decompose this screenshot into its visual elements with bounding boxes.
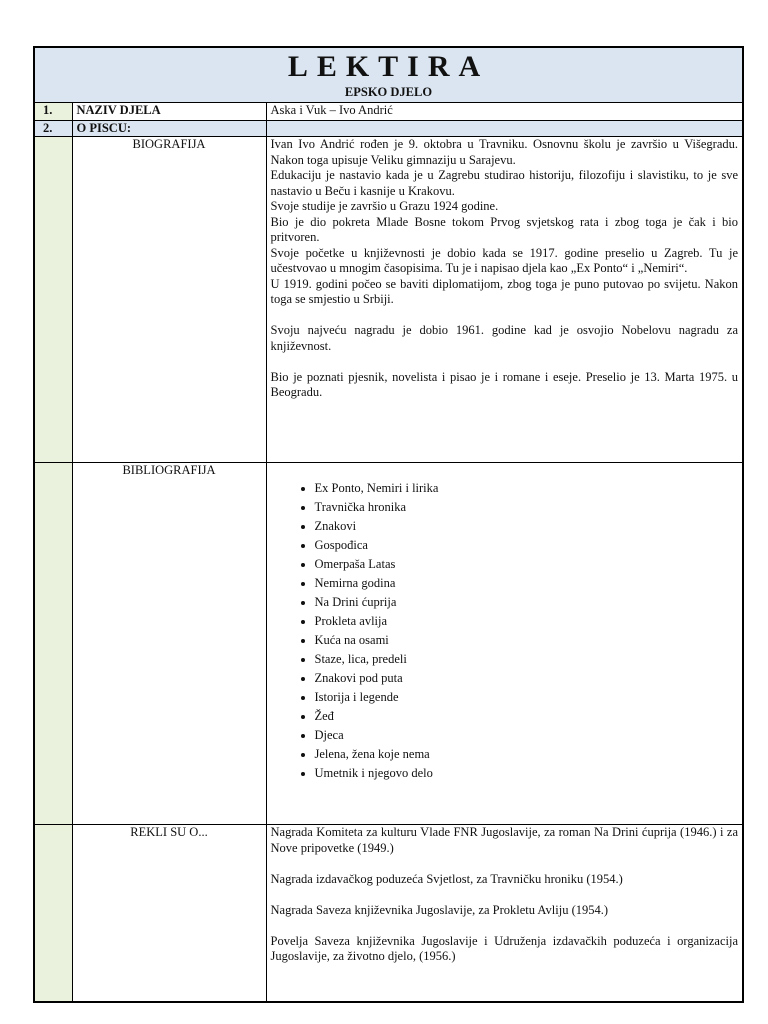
- bibliografija-list-cell: [266, 463, 742, 825]
- spacer: [271, 354, 739, 370]
- label-o-piscu: O PISCU:: [72, 120, 266, 137]
- list-item: • Znakovi pod puta: [315, 669, 739, 688]
- row-number-blank: [35, 825, 72, 1002]
- rekli-paragraph: Povelja Saveza književnika Jugoslavije i Udruženja izdavačkih poduzeća i organizacija Jugoslavije, za životno djelo, (1956.): [270, 933, 738, 963]
- label-bibliografija: BIBLIOGRAFIJA: [72, 463, 266, 825]
- value-naziv-djela: Aska i Vuk – Ivo Andrić: [266, 103, 742, 120]
- row-bibliografija: [35, 463, 742, 825]
- row-number-blank: [35, 463, 72, 825]
- biografija-paragraph: Bio je poznati pjesnik, novelista i pisao je i romane i eseje. Preselio je 13. Marta 1975. u Beogradu.: [270, 369, 738, 399]
- rekli-paragraph: Nagrada izdavačkog poduzeća Svjetlost, za Travničku hroniku (1954.): [270, 871, 623, 886]
- form-header: [35, 48, 742, 103]
- label-rekli-su-o: REKLI SU O...: [72, 825, 266, 1002]
- list-item: • Umetnik i njegovo delo: [315, 764, 739, 783]
- biografija-paragraph: Svoje početke u književnosti je dobio kada se 1917. godine preselio u Zagreb. Tu je učestvovao u mnogim časopisima. Tu je i napisao djela kao „Ex Ponto“ i „Nemiri“.: [270, 245, 738, 275]
- row-o-piscu: [35, 120, 742, 137]
- list-item: • Ex Ponto, Nemiri i lirika: [315, 479, 739, 498]
- label-naziv-djela: NAZIV DJELA: [72, 103, 266, 120]
- list-item: • Travnička hronika: [315, 498, 739, 517]
- form-table: [35, 103, 742, 1002]
- form-subtitle: EPSKO DJELO: [344, 85, 433, 99]
- spacer: [271, 308, 739, 324]
- list-item: • Nemirna godina: [315, 574, 739, 593]
- spacer: [271, 918, 739, 934]
- biografija-paragraph: Svoje studije je završio u Grazu 1924 godine.: [270, 199, 499, 213]
- lektira-form: [33, 46, 744, 1003]
- list-item: • Prokleta avlija: [315, 612, 739, 631]
- spacer: [271, 887, 739, 903]
- biografija-paragraph: U 1919. godini počeo se baviti diplomatijom, zbog toga je puno putovao po svijetu. Nakon toga se smjestio u Srbiji.: [270, 276, 738, 306]
- rekli-paragraph: Nagrada Komiteta za kulturu Vlade FNR Jugoslavije, za roman Na Drini ćuprija (1946.) i za Nove pripovetke (1949.): [270, 825, 738, 855]
- row-biografija: [35, 137, 742, 463]
- row-naziv-djela: [35, 103, 742, 120]
- list-item: • Staze, lica, predeli: [315, 650, 739, 669]
- biografija-paragraph: Ivan Ivo Andrić rođen je 9. oktobra u Travniku. Osnovnu školu je završio u Višegradu. Nakon toga upisuje Veliku gimnaziju u Sarajevu.: [270, 137, 738, 167]
- list-item: • Kuća na osami: [315, 631, 739, 650]
- rekli-paragraph: Nagrada Saveza književnika Jugoslavije, za Prokletu Avliju (1954.): [270, 902, 609, 917]
- list-item: • Gospođica: [315, 536, 739, 555]
- list-item: • Jelena, žena koje nema: [315, 745, 739, 764]
- list-item: • Djeca: [315, 726, 739, 745]
- o-piscu-empty-cell: [266, 120, 742, 137]
- list-item: • Znakovi: [315, 517, 739, 536]
- list-item: • Na Drini ćuprija: [315, 593, 739, 612]
- biografija-paragraph: Svoju najveću nagradu je dobio 1961. godine kad je osvojio Nobelovu nagradu za književnost.: [270, 323, 738, 353]
- rekli-su-o-text: [266, 825, 742, 1002]
- row-number-blank: [35, 137, 72, 463]
- biografija-paragraph: Bio je dio pokreta Mlade Bosne tokom Prvog svjetskog rata i zbog toga je čak i bio pritvoren.: [270, 214, 738, 244]
- bibliografija-list: [271, 479, 739, 783]
- list-item: • Žeđ: [315, 707, 739, 726]
- label-biografija: BIOGRAFIJA: [72, 137, 266, 463]
- spacer: [271, 856, 739, 872]
- row-rekli-su-o: [35, 825, 742, 1002]
- form-title: LEKTIRA: [287, 50, 490, 83]
- row-number: 2.: [35, 120, 72, 137]
- row-number: 1.: [35, 103, 72, 120]
- biografija-paragraph: Edukaciju je nastavio kada je u Zagrebu studirao historiju, filozofiju i slavistiku, to je sve nastavio u Beču i kasnije u Krakovu.: [270, 168, 738, 198]
- biografija-text: [266, 137, 742, 463]
- list-item: • Istorija i legende: [315, 688, 739, 707]
- list-item: • Omerpaša Latas: [315, 555, 739, 574]
